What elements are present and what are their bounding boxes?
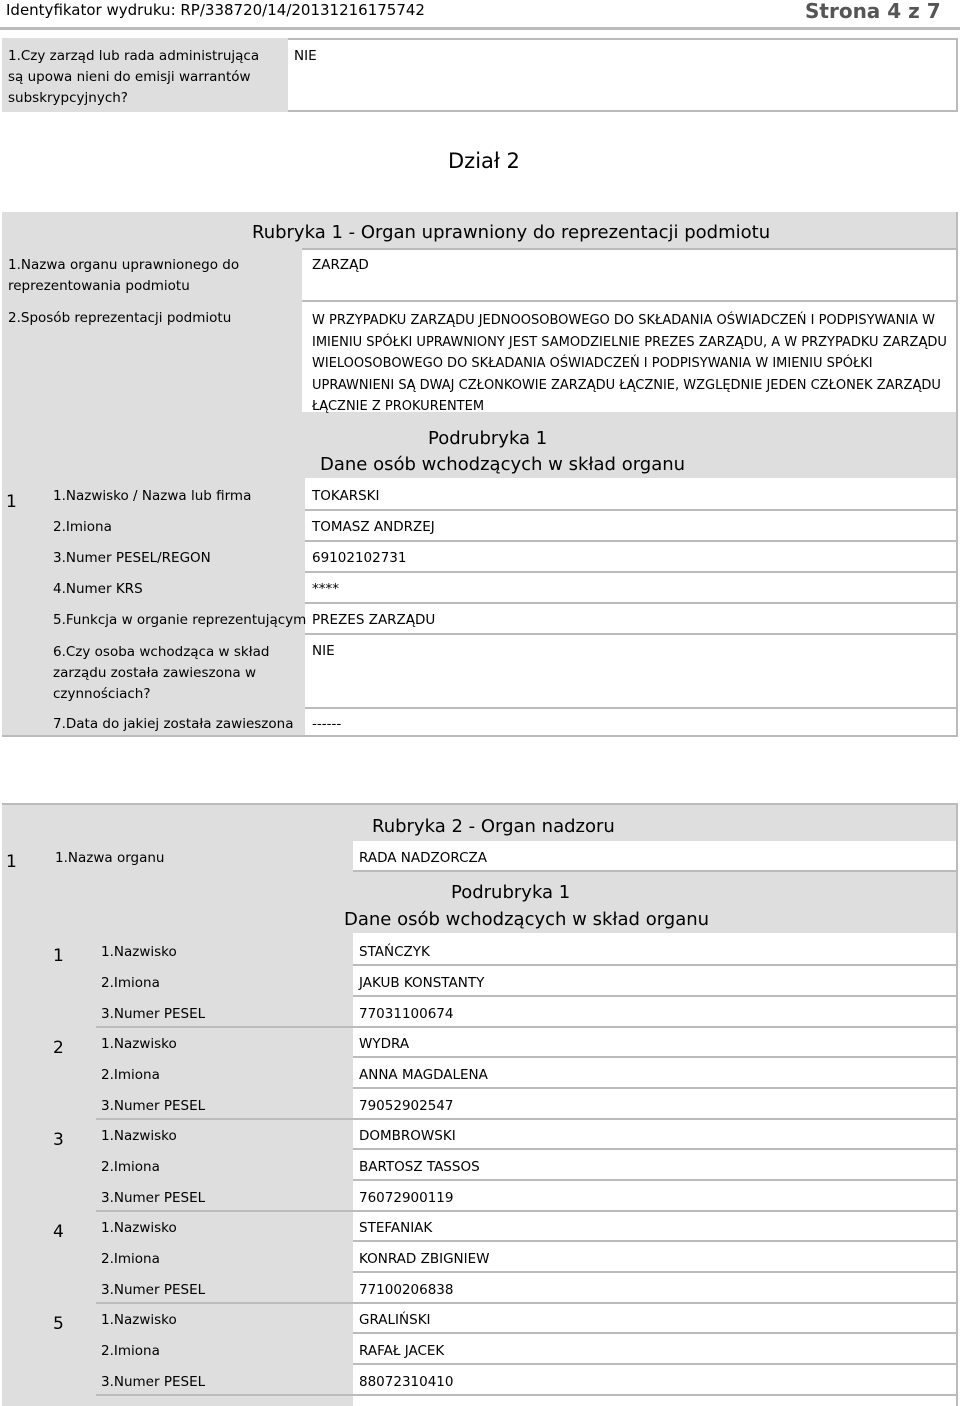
member-surname: GRALIŃSKI bbox=[359, 1312, 431, 1328]
member-first: RAFAŁ JACEK bbox=[359, 1343, 445, 1359]
member-pesel-label: 3.Numer PESEL bbox=[101, 1374, 206, 1390]
member-surname: DOMBROWSKI bbox=[359, 1128, 456, 1144]
person-krs-value: **** bbox=[312, 581, 339, 597]
person-pesel-label: 3.Numer PESEL/REGON bbox=[53, 550, 211, 566]
person-first-value: TOMASZ ANDRZEJ bbox=[312, 519, 435, 535]
person-index: 1 bbox=[6, 492, 17, 512]
person-name-label: 1.Nazwisko / Nazwa lub firma bbox=[53, 488, 252, 504]
section-title: Dział 2 bbox=[448, 149, 520, 173]
supervisory-organ-label: 1.Nazwa organu bbox=[55, 850, 165, 866]
person-name-value: TOKARSKI bbox=[312, 488, 380, 504]
member-pesel: 76072900119 bbox=[359, 1190, 454, 1206]
sub2-title: Podrubryka 1 bbox=[451, 882, 571, 903]
rubryka1-title: Rubryka 1 - Organ uprawniony do reprezentacji podmiotu bbox=[252, 222, 771, 243]
member-pesel: 79052902547 bbox=[359, 1098, 454, 1114]
representation-label: 2.Sposób reprezentacji podmiotu bbox=[8, 310, 232, 326]
member-first-label: 2.Imiona bbox=[101, 1251, 160, 1267]
member-pesel: 77100206838 bbox=[359, 1282, 454, 1298]
organ-value: ZARZĄD bbox=[312, 257, 369, 273]
member-surname: STEFANIAK bbox=[359, 1220, 433, 1236]
rubryka2-title: Rubryka 2 - Organ nadzoru bbox=[372, 816, 615, 837]
person-pesel-value: 69102102731 bbox=[312, 550, 407, 566]
member-pesel: 77031100674 bbox=[359, 1006, 454, 1022]
sub2-subtitle: Dane osób wchodzących w skład organu bbox=[344, 909, 710, 930]
member-index: 4 bbox=[53, 1222, 64, 1242]
organ-label: 1.Nazwa organu uprawnionego do reprezentowania podmiotu bbox=[8, 257, 240, 294]
warrants-question: 1.Czy zarząd lub rada administrująca są upowa nieni do emisji warrantów subskrypcyjnych? bbox=[8, 48, 260, 106]
member-index: 2 bbox=[53, 1038, 64, 1058]
warrants-answer: NIE bbox=[294, 48, 317, 64]
member-pesel: 88072310410 bbox=[359, 1374, 454, 1390]
member-first-label: 2.Imiona bbox=[101, 1159, 160, 1175]
person-suspended-label: 6.Czy osoba wchodząca w skład zarządu została zawieszona w czynnościach? bbox=[53, 644, 270, 702]
member-index: 5 bbox=[53, 1314, 64, 1334]
member-surname-label: 1.Nazwisko bbox=[101, 1220, 177, 1236]
member-surname: WYDRA bbox=[359, 1036, 410, 1052]
person-function-value: PREZES ZARZĄDU bbox=[312, 612, 436, 628]
rubryka2-index: 1 bbox=[6, 852, 17, 872]
member-first: JAKUB KONSTANTY bbox=[359, 975, 485, 991]
person-function-label: 5.Funkcja w organie reprezentującym bbox=[53, 612, 307, 628]
member-pesel-label: 3.Numer PESEL bbox=[101, 1006, 206, 1022]
member-pesel-label: 3.Numer PESEL bbox=[101, 1098, 206, 1114]
person-suspended-value: NIE bbox=[312, 643, 335, 659]
sub1-title: Podrubryka 1 bbox=[428, 428, 548, 449]
sub1-subtitle: Dane osób wchodzących w skład organu bbox=[320, 454, 686, 475]
page-number: Strona 4 z 7 bbox=[805, 0, 941, 23]
member-surname-label: 1.Nazwisko bbox=[101, 1128, 177, 1144]
member-first: ANNA MAGDALENA bbox=[359, 1067, 488, 1083]
member-first-label: 2.Imiona bbox=[101, 1343, 160, 1359]
member-index: 3 bbox=[53, 1130, 64, 1150]
person-date-label: 7.Data do jakiej została zawieszona bbox=[53, 716, 294, 732]
member-index: 1 bbox=[53, 946, 64, 966]
member-pesel-label: 3.Numer PESEL bbox=[101, 1282, 206, 1298]
member-surname-label: 1.Nazwisko bbox=[101, 944, 177, 960]
person-first-label: 2.Imiona bbox=[53, 519, 112, 535]
member-surname-label: 1.Nazwisko bbox=[101, 1036, 177, 1052]
member-first-label: 2.Imiona bbox=[101, 975, 160, 991]
member-first: BARTOSZ TASSOS bbox=[359, 1159, 480, 1175]
print-identifier: Identyfikator wydruku: RP/338720/14/20131216175742 bbox=[6, 1, 425, 19]
member-surname: STAŃCZYK bbox=[359, 944, 430, 960]
person-krs-label: 4.Numer KRS bbox=[53, 581, 143, 597]
supervisory-organ-value: RADA NADZORCZA bbox=[359, 850, 487, 866]
member-surname-label: 1.Nazwisko bbox=[101, 1312, 177, 1328]
member-first: KONRAD ZBIGNIEW bbox=[359, 1251, 490, 1267]
member-first-label: 2.Imiona bbox=[101, 1067, 160, 1083]
representation-value: W PRZYPADKU ZARZĄDU JEDNOOSOBOWEGO DO SKŁADANIA OŚWIADCZEŃ I PODPISYWANIA W IMIENIU SPÓŁKI UPRAWNIONY JEST SAMODZIELNIE PREZES ZARZĄDU, A W PRZYPADKU ZARZĄDU WIELOOSOBOWEGO DO SKŁADANIA OŚWIADCZEŃ I PODPISYWANIA W IMIENIU SPÓŁKI UPRAWNIENI SĄ DWAJ CZŁONKOWIE ZARZĄDU ŁĄCZNIE, WZGLĘDNIE JEDEN CZŁONEK ZARZĄDU ŁĄCZNIE Z PROKURENTEM bbox=[312, 313, 947, 414]
person-date-value: ------ bbox=[312, 716, 342, 732]
member-pesel-label: 3.Numer PESEL bbox=[101, 1190, 206, 1206]
